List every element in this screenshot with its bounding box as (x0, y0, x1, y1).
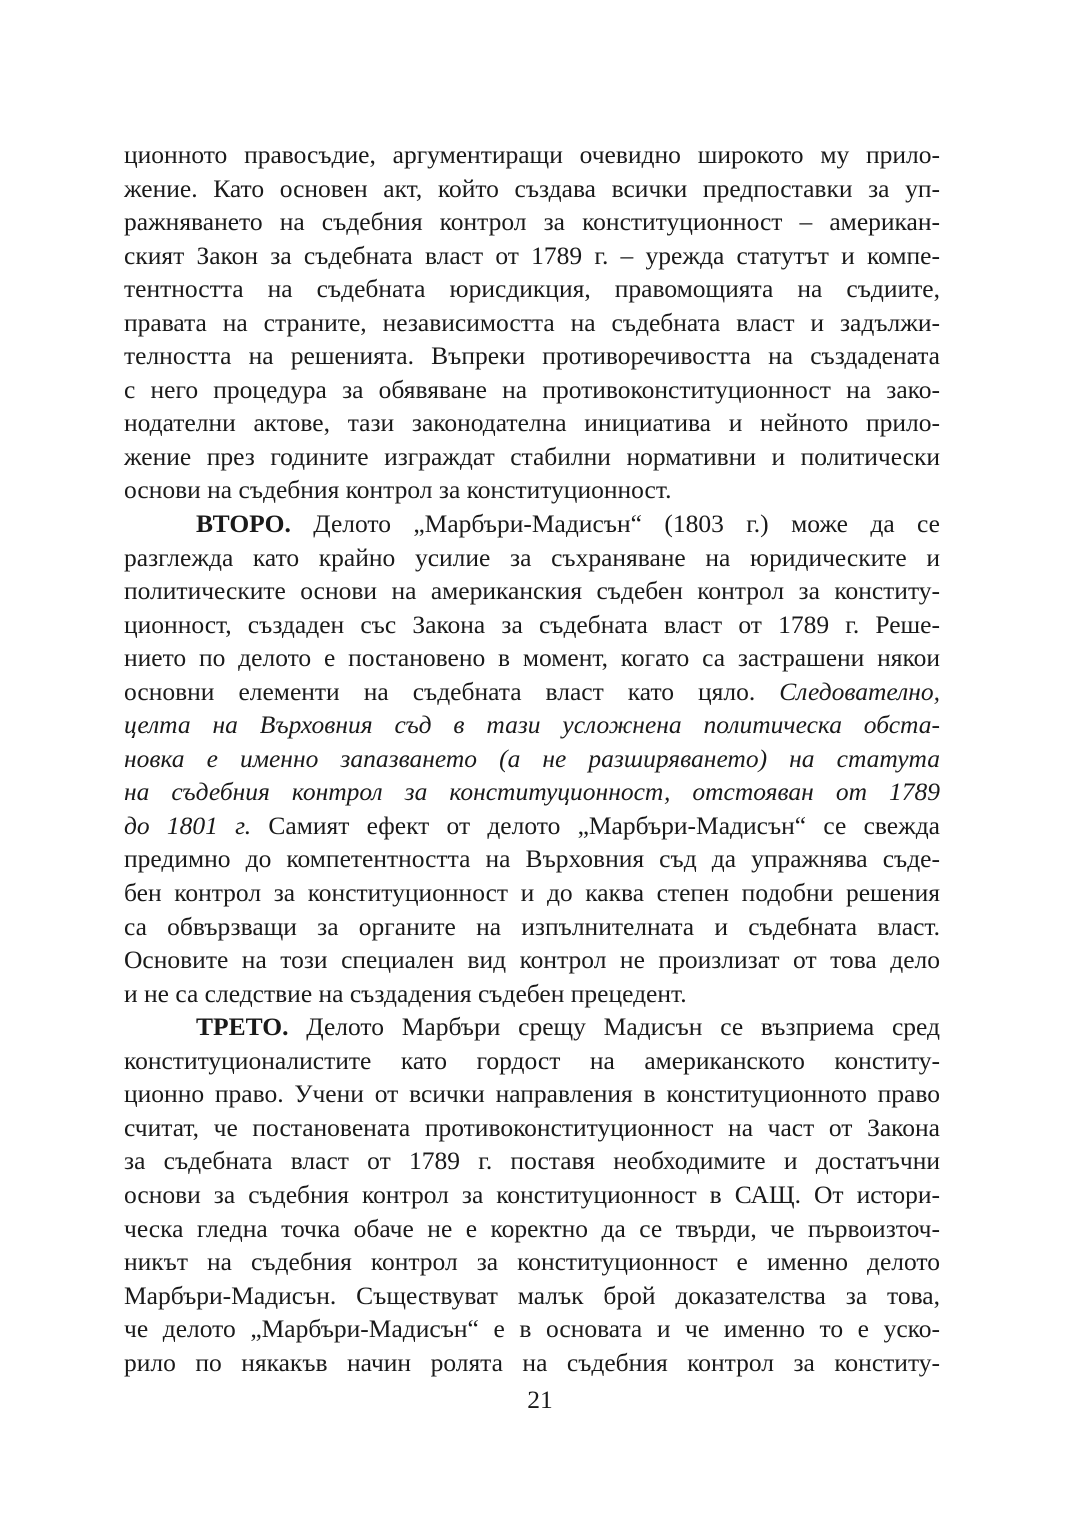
text-segment: телността на решенията. Въпреки противоречивостта на създадената (124, 341, 940, 371)
text-segment: Делото „Марбъри-Мадисън“ (1803 г.) може да се (290, 509, 940, 539)
text-segment: тентността на съдебната юрисдикция, правомощията на съдиите, (124, 274, 940, 304)
text-line (124, 440, 940, 474)
text-line (124, 541, 940, 575)
text-line (124, 842, 940, 876)
text-segment: Делото Марбъри срещу Мадисън се възприема сред (288, 1012, 940, 1042)
text-line (124, 943, 940, 977)
text-line (124, 507, 940, 541)
text-segment: ционното правосъдие, аргументиращи очевидно широкото му прило- (124, 140, 940, 169)
text-segment: ският Закон за съдебната власт от 1789 г. – урежда статутът и компе- (124, 240, 940, 270)
text-segment: основни елементи на съдебната власт като цяло. (124, 676, 780, 706)
text-line (124, 1178, 940, 1212)
text-line (124, 1111, 940, 1145)
text-line (124, 708, 940, 742)
text-segment: жение през годините изграждат стабилни нормативни и политически (124, 441, 940, 471)
text-segment: конституционалистите като гордост на американското конститу- (124, 1045, 940, 1075)
text-line (124, 1044, 940, 1078)
text-segment: Самият ефект от делото „Марбъри-Мадисън“ се свежда (251, 810, 941, 840)
text-segment: Марбъри-Мадисън. Съществуват малък брой доказателства за това, (124, 1280, 940, 1310)
text-segment: са обвързващи за органите на изпълнителната и съдебната власт. (124, 911, 940, 941)
section-heading: ТРЕТО. (196, 1012, 289, 1042)
text-segment: никът на съдебния контрол за конституционност е именно делото (124, 1247, 940, 1277)
text-line (124, 977, 940, 1011)
text-line (124, 306, 940, 340)
text-line (124, 675, 940, 709)
text-line (124, 205, 940, 239)
text-line (124, 641, 940, 675)
page-number: 21 (527, 1385, 553, 1414)
text-segment: считат, че постановената противоконституционност на част от Закона (124, 1112, 940, 1142)
text-line (124, 1010, 940, 1044)
text-line (124, 608, 940, 642)
text-segment: Основите на този специален вид контрол не произлизат от това дело (124, 945, 940, 975)
text-segment: нодателни актове, тази законодателна инициатива и нейното прило- (124, 408, 940, 438)
text-line (124, 910, 940, 944)
text-line (124, 373, 940, 407)
section-heading: ВТОРО. (196, 509, 291, 539)
text-line (124, 239, 940, 273)
text-line (124, 775, 940, 809)
text-line (124, 1077, 940, 1111)
text-segment: основи на съдебния контрол за конституционност. (124, 475, 672, 505)
text-segment: с него процедура за обявяване на противоконституционност на зако- (124, 374, 940, 404)
text-line (124, 473, 940, 507)
text-line (124, 809, 940, 843)
text-segment: за съдебната власт от 1789 г. поставя необходимите и достатъчни (124, 1146, 940, 1176)
text-line (124, 406, 940, 440)
text-segment: предимно до компетентността на Върховния съд да упражнява съде- (124, 844, 940, 874)
text-segment: жение. Като основен акт, който създава всички предпоставки за уп- (124, 173, 940, 203)
text-line (124, 172, 940, 206)
text-segment: основи за съдебния контрол за конституционност в САЩ. От истори- (124, 1179, 940, 1209)
text-segment: ционност, създаден със Закона за съдебната власт от 1789 г. Реше- (124, 609, 940, 639)
emphasis-text: целта на Върховния съд в тази усложнена политическа обста- (124, 710, 940, 740)
text-segment: ражняването на съдебния контрол за конституционност – американ- (124, 207, 940, 237)
text-line (124, 742, 940, 776)
text-segment: ческа гледна точка обаче не е коректно да се твърди, че първоизточ- (124, 1213, 940, 1243)
text-line (124, 876, 940, 910)
text-line (124, 1346, 940, 1380)
text-line (124, 272, 940, 306)
emphasis-text: на съдебния контрол за конституционност, отстояван от 1789 (124, 777, 940, 807)
text-segment: правата на страните, независимостта на съдебната власт и задължи- (124, 307, 940, 337)
text-line (124, 1279, 940, 1313)
text-line (124, 574, 940, 608)
text-line (124, 1144, 940, 1178)
text-segment: разглежда като крайно усилие за съхраняване на юридическите и (124, 542, 940, 572)
text-segment: нието по делото е постановено в момент, когато са застрашени някои (124, 643, 940, 673)
text-segment: и не са следствие на създадения съдебен прецедент. (124, 978, 687, 1008)
text-segment: ционно право. Учени от всички направления в конституционното право (124, 1079, 940, 1109)
text-segment: политическите основи на американския съдебен контрол за конститу- (124, 576, 940, 606)
text-segment: бен контрол за конституционност и до каква степен подобни решения (124, 878, 940, 908)
text-line (124, 1245, 940, 1279)
text-line (124, 138, 940, 172)
text-line (124, 1312, 940, 1346)
text-segment: рило по някакъв начин ролята на съдебния контрол за конститу- (124, 1347, 940, 1377)
emphasis-text: Следователно, (779, 676, 940, 706)
text-line (124, 339, 940, 373)
text-segment: че делото „Марбъри-Мадисън“ е в основата и че именно то е уско- (124, 1314, 940, 1344)
emphasis-text: до 1801 г. (124, 810, 252, 840)
emphasis-text: новка е именно запазването (а не разширяването) на статута (124, 743, 940, 773)
text-line (124, 1212, 940, 1246)
body-text (124, 138, 940, 1379)
